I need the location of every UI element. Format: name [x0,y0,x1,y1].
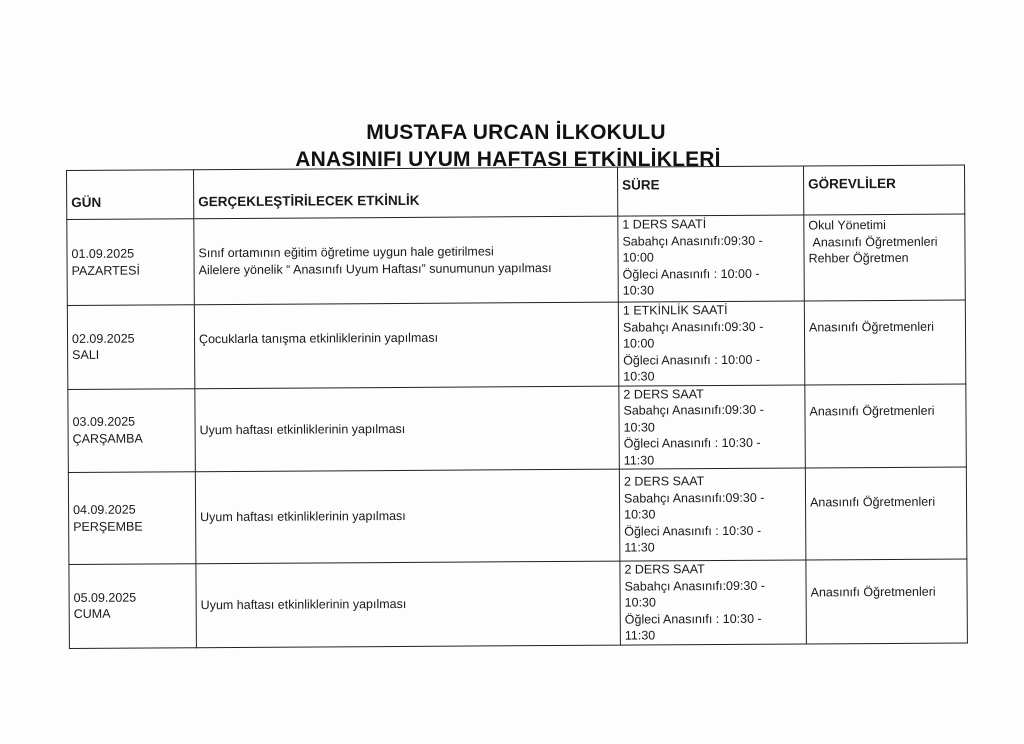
date-text: 05.09.2025 [73,590,137,605]
schedule-table [66,165,968,649]
duration-text: 10:00 [622,250,654,265]
date-text: 03.09.2025 [72,414,136,430]
duration-text: 10:00 [623,336,655,351]
duration-text: 2 DERS SAAT [624,562,705,577]
duration-text: Öğleci Anasınıfı : 10:00 - [623,352,761,368]
duration-text: Sabahçı Anasınıfı:09:30 - [622,319,764,335]
weekday-text: CUMA [73,606,111,622]
staff-cell [805,467,967,560]
activity-cell [194,216,619,305]
table-row [67,300,965,389]
activity-cell [196,561,621,647]
duration-text: 1 ETKİNLİK SAATİ [622,302,728,318]
activity-text: Uyum haftası etkinliklerinin yapılması [200,596,407,613]
table-row [69,559,967,648]
activity-text: Çocuklarla tanışma etkinliklerinin yapılması [198,330,439,347]
table-row [68,384,966,473]
duration-cell [618,301,805,386]
duration-text: Öğleci Anasınıfı : 10:30 - [623,435,761,451]
date-text: 04.09.2025 [73,502,136,517]
date-text: 02.09.2025 [71,331,135,346]
staff-text: Okul Yönetimi [808,217,886,233]
duration-text: Öğleci Anasınıfı : 10:00 - [622,266,760,282]
staff-text: Anasınıfı Öğretmenleri [810,494,936,510]
activity-cell [195,386,620,472]
document-title: ANASINIFI UYUM HAFTASI ETKİNLİKLERİ [295,148,721,171]
duration-text: Sabahçı Anasınıfı:09:30 - [623,402,764,418]
activity-text: Sınıf ortamının eğitim öğretime uygun hale getirilmesi [198,244,494,261]
duration-cell [619,468,806,561]
header-staff: GÖREVLİLER [803,165,964,215]
duration-text: 10:30 [624,507,656,522]
staff-cell [804,214,966,301]
duration-cell [618,215,805,302]
header-duration: SÜRE [617,166,803,216]
activity-cell [195,469,620,564]
header-activity: GERÇEKLEŞTİRİLECEK ETKİNLİK [194,167,618,219]
duration-text: 11:30 [624,540,655,555]
duration-text: 10:30 [622,283,655,298]
duration-text: 11:30 [623,452,655,468]
activity-text: Uyum haftası etkinliklerinin yapılması [199,421,406,437]
staff-text: Anasınıfı Öğretmenleri [809,403,935,418]
staff-text: Anasınıfı Öğretmenleri [812,234,938,249]
activity-text: Ailelere yönelik “ Anasınıfı Uyum Haftası” sunumunun yapılması [198,260,552,277]
duration-text: Öğleci Anasınıfı : 10:30 - [624,611,762,627]
duration-text: 2 DERS SAAT [623,474,705,489]
day-cell [67,219,195,306]
staff-cell [805,384,967,468]
duration-text: 11:30 [624,628,656,643]
table-header-row [67,165,965,219]
staff-text: Anasınıfı Öğretmenleri [810,584,936,600]
table-row [68,467,967,564]
day-cell [68,472,196,565]
duration-text: 2 DERS SAAT [623,386,704,402]
day-cell [69,564,197,648]
staff-text: Rehber Öğretmen [808,250,909,266]
duration-text: 10:30 [623,369,655,384]
table-row [67,214,966,305]
staff-text: Anasınıfı Öğretmenleri [808,319,935,335]
staff-cell [804,300,966,384]
duration-cell [619,384,806,469]
weekday-text: PAZARTESİ [71,263,140,278]
header-day: GÜN [67,170,194,220]
day-cell [67,305,195,389]
activity-text: Uyum haftası etkinliklerinin yapılması [200,509,406,525]
activity-cell [194,302,619,388]
day-cell [68,388,196,472]
duration-text: Sabahçı Anasınıfı:09:30 - [623,490,765,506]
staff-cell [806,559,968,643]
date-text: 01.09.2025 [71,246,135,261]
duration-cell [620,560,807,645]
school-title: MUSTAFA URCAN İLKOKULU [366,121,666,144]
duration-text: Öğleci Anasınıfı : 10:30 - [624,523,762,539]
schedule-table-wrapper [66,165,967,644]
weekday-text: ÇARŞAMBA [72,431,143,446]
duration-text: Sabahçı Anasınıfı:09:30 - [624,578,765,594]
weekday-text: SALI [72,348,100,363]
duration-text: 1 DERS SAATİ [622,217,707,232]
duration-text: 10:30 [624,595,656,610]
weekday-text: PERŞEMBE [73,519,143,534]
duration-text: 10:30 [623,419,655,435]
duration-text: Sabahçı Anasınıfı:09:30 - [622,233,763,249]
